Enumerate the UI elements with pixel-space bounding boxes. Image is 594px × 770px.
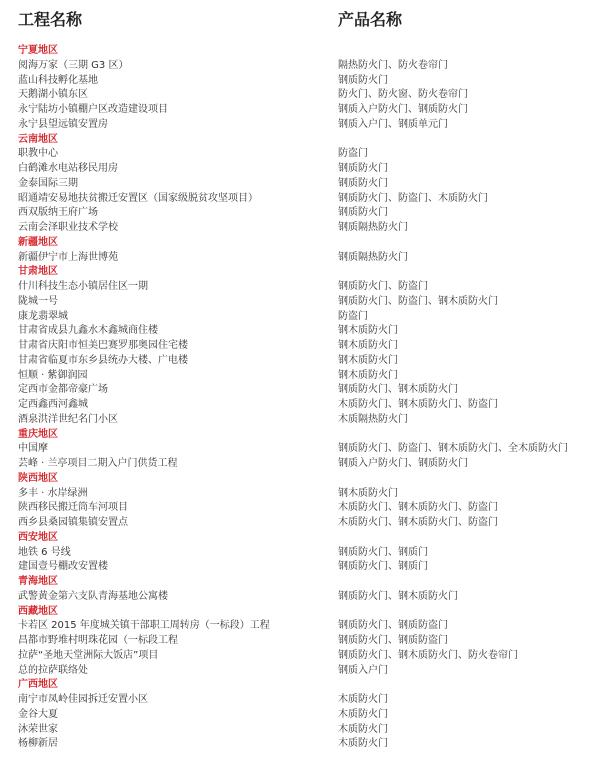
project-table-body: [18, 44, 588, 752]
table-row: [18, 590, 588, 605]
project-name: 南宁市凤岭佳园拆迁安置小区: [18, 694, 148, 705]
project-name: 永宁陆坊小镇棚户区改造建设项目: [18, 104, 168, 115]
table-row: [18, 324, 588, 339]
project-name: 武警黄金第六支队青海基地公寓楼: [18, 590, 168, 602]
region-heading: [18, 531, 588, 546]
table-row: [18, 546, 588, 561]
product-name: 钢质防火门、钢木质防火门: [338, 384, 458, 396]
region-heading: [18, 428, 588, 443]
project-name: 云南会泽职业技术学校: [18, 222, 118, 233]
table-row: [18, 708, 588, 723]
project-name: 卡若区 2015 年度城关镇干部职工周转房（一标段）工程: [18, 620, 270, 632]
project-name: 西双版纳王府广场: [18, 207, 98, 219]
product-name: 防盗门: [338, 148, 368, 160]
project-name: 陕西移民搬迁筒车河项目: [18, 502, 128, 514]
table-row: [18, 103, 588, 118]
table-row: [18, 457, 588, 472]
project-name: 拉萨“圣地天堂洲际大饭店”项目: [18, 649, 159, 661]
region-heading: [18, 678, 588, 693]
product-name: 木质防火门、钢木质防火门、防盗门: [338, 517, 498, 528]
product-name: 木质防火门: [338, 723, 388, 735]
product-name: 钢质隔热防火门: [338, 251, 408, 263]
region-name: 广西地区: [18, 679, 58, 691]
table-row: [18, 310, 588, 325]
product-name: 钢木质防火门: [338, 325, 398, 337]
region-heading: [18, 472, 588, 487]
product-name: 钢质入户门: [338, 664, 388, 676]
product-name: 钢质防火门、钢质防盗门: [338, 620, 448, 632]
project-name: 沐荣世家: [18, 723, 58, 735]
table-row: [18, 693, 588, 708]
region-name: 西藏地区: [18, 605, 58, 617]
table-row: [18, 162, 588, 177]
product-name: 钢质防火门: [338, 207, 388, 219]
project-name: 恒顺 · 紫御润园: [18, 369, 88, 381]
table-row: [18, 516, 588, 531]
project-name: 酒泉洪洋世纪名门小区: [18, 413, 118, 425]
table-row: [18, 442, 588, 457]
project-name: 建国壹号棚改安置楼: [18, 561, 108, 573]
product-name: 钢质防火门、钢木质防火门: [338, 590, 458, 602]
product-name: 木质防火门、钢木质防火门、防盗门: [338, 399, 498, 410]
table-row: [18, 664, 588, 679]
table-header: [18, 6, 588, 34]
region-name: 西安地区: [18, 531, 58, 543]
table-row: [18, 501, 588, 516]
product-name: 钢质防火门、钢质门: [338, 546, 428, 558]
product-name: 钢质防火门: [338, 163, 388, 174]
region-heading: [18, 44, 588, 59]
region-heading: [18, 575, 588, 590]
product-name: 钢木质防火门: [338, 340, 398, 351]
project-name: 昭通靖安易地扶贫搬迁安置区（国家级脱贫攻坚项目）: [18, 192, 258, 204]
project-column-header: 工程名称: [18, 10, 83, 29]
project-name: 什川科技生态小镇居住区一期: [18, 281, 148, 292]
project-name: 多丰 · 水岸绿洲: [18, 487, 88, 499]
table-row: [18, 280, 588, 295]
table-row: [18, 560, 588, 575]
project-name: 中国摩: [18, 443, 48, 455]
table-row: [18, 147, 588, 162]
product-name: 钢质入户门、钢质单元门: [338, 118, 448, 130]
project-name: 阅海万家（三期 G3 区）: [18, 59, 129, 71]
project-name: 西乡县桑园镇集镇安置点: [18, 517, 128, 528]
project-name: 陇城一号: [18, 295, 58, 307]
project-name: 蓝山科技孵化基地: [18, 74, 98, 86]
table-row: [18, 206, 588, 221]
product-name: 木质隔热防火门: [338, 413, 408, 425]
product-name: 钢质防火门、防盗门: [338, 281, 428, 292]
product-column-header: 产品名称: [338, 10, 403, 29]
product-name: 钢木质防火门: [338, 487, 398, 499]
project-name: 甘肃省成县九鑫水木鑫城商住楼: [18, 325, 158, 337]
region-name: 新疆地区: [18, 236, 58, 248]
table-row: [18, 339, 588, 354]
project-name: 金谷大夏: [18, 708, 58, 720]
product-name: 防火门、防火窗、防火卷帘门: [338, 89, 468, 101]
project-name: 职教中心: [18, 148, 58, 160]
project-name: 芸峰 · 兰亭项目二期入户门供货工程: [18, 458, 178, 469]
project-name: 金泰国际三期: [18, 177, 78, 189]
table-row: [18, 619, 588, 634]
table-row: [18, 413, 588, 428]
product-name: 钢质隔热防火门: [338, 222, 408, 233]
table-row: [18, 369, 588, 384]
region-name: 重庆地区: [18, 428, 58, 440]
table-row: [18, 192, 588, 207]
table-row: [18, 649, 588, 664]
product-name: 钢质入户防火门、钢质防火门: [338, 104, 468, 115]
table-row: [18, 221, 588, 236]
project-name: 总的拉萨联络处: [18, 664, 88, 676]
product-name: 木质防火门: [338, 694, 388, 705]
table-row: [18, 634, 588, 649]
project-name: 天鹅湖小镇东区: [18, 89, 88, 101]
project-name: 杨柳新居: [18, 738, 58, 750]
table-row: [18, 251, 588, 266]
project-name: 定西市金都帝豪广场: [18, 384, 108, 396]
table-row: [18, 723, 588, 738]
product-name: 钢木质防火门: [338, 369, 398, 381]
product-name: 钢木质防火门: [338, 354, 398, 366]
region-name: 青海地区: [18, 576, 58, 587]
product-name: 钢质防火门: [338, 177, 388, 189]
product-name: 木质防火门、钢木质防火门、防盗门: [338, 502, 498, 514]
project-name: 定西鑫西河鑫城: [18, 399, 88, 410]
product-name: 钢质防火门、钢木质防火门、防火卷帘门: [338, 649, 518, 661]
region-heading: [18, 133, 588, 148]
product-name: 木质防火门: [338, 738, 388, 750]
product-name: 防盗门: [338, 310, 368, 322]
region-name: 宁夏地区: [18, 45, 58, 56]
project-name: 地铁 6 号线: [18, 546, 71, 558]
product-name: 钢质防火门、防盗门、木质防火门: [338, 192, 488, 204]
project-name: 永宁县望远镇安置房: [18, 118, 108, 130]
table-row: [18, 354, 588, 369]
table-row: [18, 737, 588, 752]
product-name: 钢质防火门、防盗门、钢木质防火门、全木质防火门: [338, 443, 568, 455]
table-row: [18, 398, 588, 413]
table-row: [18, 59, 588, 74]
project-name: 甘肃省临夏市东乡县统办大楼、广电楼: [18, 354, 188, 366]
table-row: [18, 88, 588, 103]
project-name: 康龙翡翠城: [18, 310, 68, 322]
project-name: 白鹤滩水电站移民用房: [18, 163, 118, 174]
project-name: 昌都市野堆村明珠花园（一标段工程: [18, 635, 178, 646]
table-row: [18, 177, 588, 192]
product-name: 钢质防火门、防盗门、钢木质防火门: [338, 295, 498, 307]
product-name: 钢质防火门: [338, 74, 388, 86]
region-heading: [18, 236, 588, 251]
region-name: 甘肃地区: [18, 266, 58, 278]
table-row: [18, 118, 588, 133]
project-name: 甘肃省庆阳市恒美巴赛罗那奥园住宅楼: [18, 340, 188, 351]
project-name: 新疆伊宁市上海世博苑: [18, 251, 118, 263]
product-name: 隔热防火门、防火卷帘门: [338, 59, 448, 71]
table-row: [18, 487, 588, 502]
region-heading: [18, 265, 588, 280]
table-row: [18, 74, 588, 89]
table-row: [18, 295, 588, 310]
region-name: 云南地区: [18, 133, 58, 145]
region-heading: [18, 605, 588, 620]
table-row: [18, 383, 588, 398]
product-name: 钢质入户防火门、钢质防火门: [338, 458, 468, 469]
product-name: 钢质防火门、钢质门: [338, 561, 428, 573]
product-name: 钢质防火门、钢质防盗门: [338, 635, 448, 646]
region-name: 陕西地区: [18, 472, 58, 484]
product-name: 木质防火门: [338, 708, 388, 720]
